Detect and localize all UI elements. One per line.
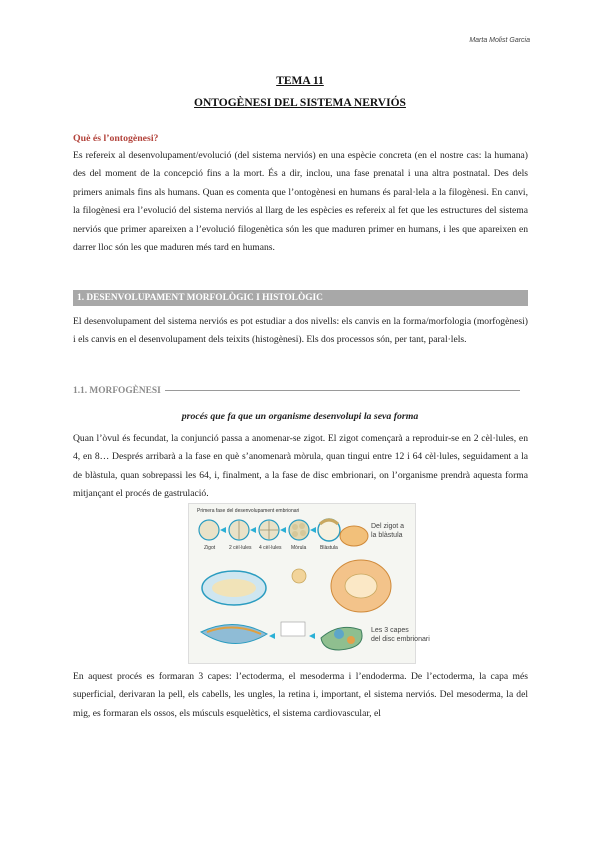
embryo-development-figure (188, 503, 430, 664)
inner-cell-mass (292, 569, 306, 583)
cleavage-stages (199, 519, 340, 551)
author-name: Marta Molist Garcia (469, 37, 530, 44)
morfogenesi-paragraph-1: Quan l’òvul és fecundat, la conjunció passa a anomenar-se zigot. El zigot començarà a reproduir-se en 2 cèl·lules, en 4, en 8… Després arribarà a la fase en què s’anomenarà mòrula, quan tingui entre 12 i 64 cèl·lules, seguidament a la de blàstula, quan sobrepassi les 64, i, finalment, a la fase de disc embrionari, on l’organisme prendrà aquesta forma mitjançant el procés de gastrulació. (73, 433, 528, 500)
morfogenesi-definition: procés que fa que un organisme desenvolupi la seva forma (181, 411, 419, 422)
figure-side-label-bottom: Les 3 capes del disc embrionari (371, 627, 430, 643)
figure-caption: Primera fase del desenvolupament embrionari (197, 508, 300, 514)
embryo-diagram (189, 504, 430, 663)
intro-question-heading: Què és l’ontogènesi? (73, 133, 159, 144)
figure-side-label-top: Del zigot a la blàstula (371, 523, 405, 539)
stage-label-2cells: 2 cèl·lules (229, 545, 252, 551)
zygote-cell (199, 520, 219, 540)
legend-box (281, 622, 305, 636)
section-1-heading: 1. DESENVOLUPAMENT MORFOLÒGIC I HISTOLÒGIC (73, 290, 528, 306)
stage-label-4cells: 4 cèl·lules (259, 545, 282, 551)
stage-label-blastula: Blàstula (320, 545, 338, 551)
intro-paragraph: Es refereix al desenvolupament/evolució (del sistema nerviós) en una espècie concreta (en el nostre cas: la humana) des del moment de la concepció fins a la mort. És a dir, inclou, una fase prenatal i una altra postnatal. Des dels primers animals fins als humans. Quan es comenta que l’ontogènesi en humans és paral·lela a la filogènesi. En canvi, la filogènesi era l’evolució del sistema nerviós al llarg de les espècies es refereix al fet que les estructures del sistema nerviós que primer apareixen a l’evolució filogenètica són les que maduren primer en humans, i les que apareixen en darrer lloc són les que maduren més tard en humans. (73, 150, 528, 254)
section-1-paragraph: El desenvolupament del sistema nerviós es pot estudiar a dos nivells: els canvis en la forma/morfologia (morfogènesi) i els canvis en el desenvolupament dels teixits (histogènesi). Els dos processos són, per tant, paral·lels. (73, 316, 528, 346)
stage-label-zygote: Zigot (204, 545, 216, 551)
subsection-rule (165, 390, 520, 391)
topic-number: TEMA 11 (276, 75, 324, 87)
subsection-title: 1.1. MORFOGÈNESI (73, 386, 161, 396)
stage-label-morula: Mòrula (291, 545, 307, 551)
subsection-heading (73, 386, 528, 396)
page-title: ONTOGÈNESI DEL SISTEMA NERVIÓS (194, 97, 406, 109)
morfogenesi-paragraph-2: En aquest procés es formaran 3 capes: l’ectoderma, el mesoderma i l’endoderma. De l’ectoderma, la capa més superficial, derivaran la pell, els cabells, les ungles, la retina i, important, el sistema nerviós. Del mesoderma, la del mig, es formaran els ossos, els músculs esquelètics, el sistema cardiovascular, el (73, 671, 528, 719)
implantation-tissue (340, 526, 368, 546)
morula-stage (289, 520, 309, 540)
